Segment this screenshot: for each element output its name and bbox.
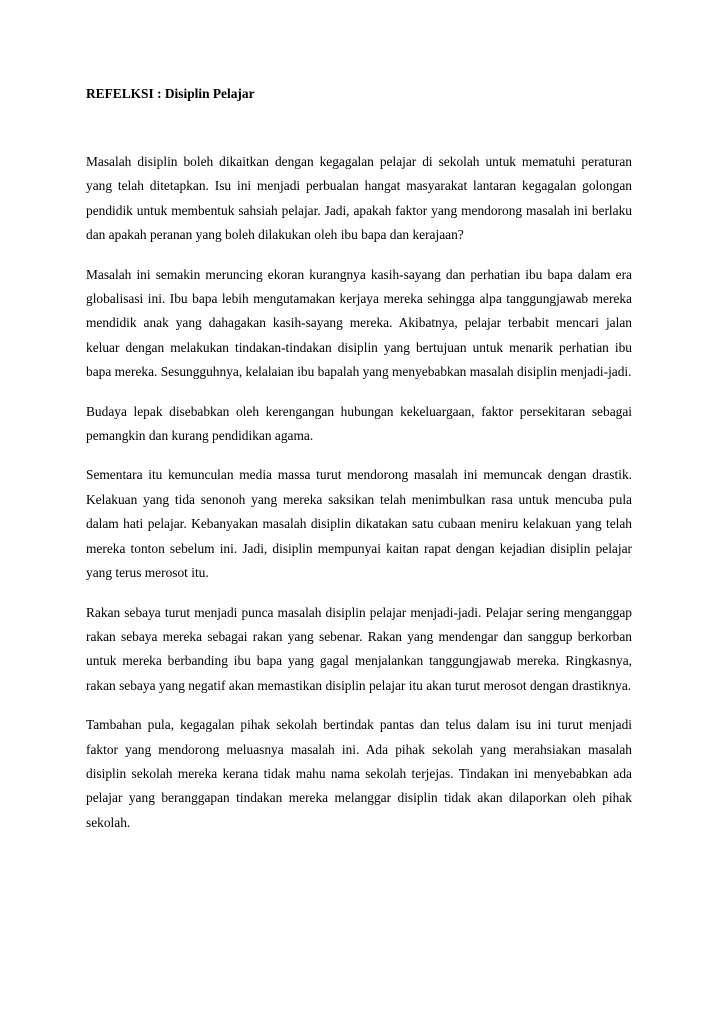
paragraph-3: Budaya lepak disebabkan oleh kerengangan hubungan kekeluargaan, faktor persekitaran sebagai pemangkin dan kurang pendidikan agama. [86,403,632,444]
document-title: REFELKSI : Disiplin Pelajar [86,86,255,101]
paragraph-6: Tambahan pula, kegagalan pihak sekolah bertindak pantas dan telus dalam isu ini turut menjadi faktor yang mendorong meluasnya masalah ini. Ada pihak sekolah yang merahsiakan masalah disiplin sekolah mereka kerana tidak mahu nama sekolah terjejas. Tindakan ini menyebabkan ada pelajar yang beranggapan tindakan mereka melanggar disiplin tidak akan dilaporkan oleh pihak sekolah. [86,717,632,830]
document-body [86,150,632,835]
paragraph-2: Masalah ini semakin meruncing ekoran kurangnya kasih-sayang dan perhatian ibu bapa dalam era globalisasi ini. Ibu bapa lebih mengutamakan kerjaya mereka sehingga alpa tanggungjawab mereka mendidik anak yang dahagakan kasih-sayang mereka. Akibatnya, pelajar terbabit mencari jalan keluar dengan melakukan tindakan-tindakan disiplin yang bertujuan untuk menarik perhatian ibu bapa mereka. Sesungguhnya, kelalaian ibu bapalah yang menyebabkan masalah disiplin menjadi-jadi. [86,266,632,380]
paragraph-4: Sementara itu kemunculan media massa turut mendorong masalah ini memuncak dengan drastik. Kelakuan yang tida senonoh yang mereka saksikan telah menimbulkan rasa untuk mencuba pula dalam hati pelajar. Kebanyakan masalah disiplin dikatakan satu cubaan meniru kelakuan yang telah mereka tonton sebelum ini. Jadi, disiplin mempunyai kaitan rapat dengan kejadian disiplin pelajar yang terus merosot itu. [86,467,632,581]
paragraph-5: Rakan sebaya turut menjadi punca masalah disiplin pelajar menjadi-jadi. Pelajar sering menganggap rakan sebaya mereka sebagai rakan yang sebenar. Rakan yang mendengar dan sanggup berkorban untuk mereka berbanding ibu bapa yang gagal menjalankan tanggungjawab mereka. Ringkasnya, rakan sebaya yang negatif akan memastikan disiplin pelajar itu akan turut merosot dengan drastiknya. [86,604,632,693]
paragraph-1: Masalah disiplin boleh dikaitkan dengan kegagalan pelajar di sekolah untuk mematuhi peraturan yang telah ditetapkan. Isu ini menjadi perbualan hangat masyarakat lantaran kegagalan golongan pendidik untuk membentuk sahsiah pelajar. Jadi, apakah faktor yang mendorong masalah ini berlaku dan apakah peranan yang boleh dilakukan oleh ibu bapa dan kerajaan? [86,154,632,243]
